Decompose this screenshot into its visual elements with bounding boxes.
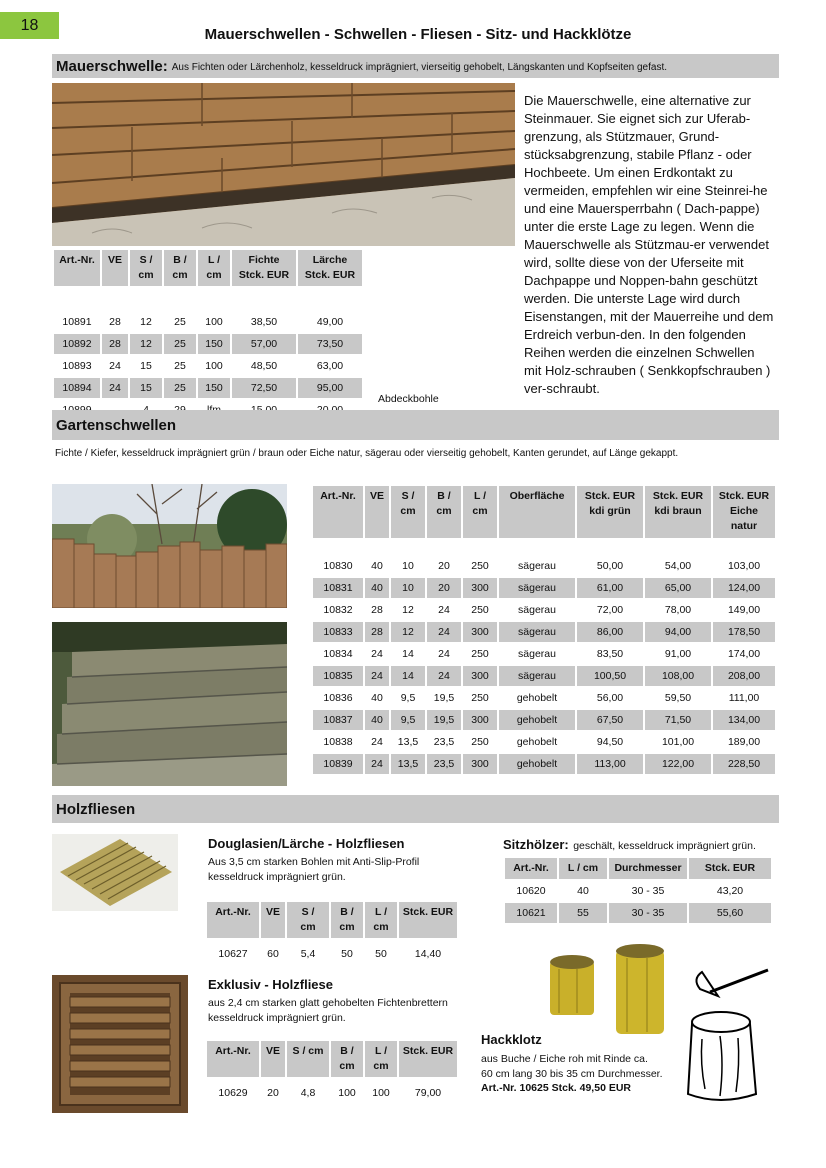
column-header-text: cm — [339, 921, 355, 934]
column-header-text: cm — [373, 1060, 389, 1073]
table-cell: 83,50 — [596, 647, 624, 660]
column-header-text: cm — [138, 269, 154, 282]
column-header-text: S / — [301, 906, 315, 918]
column-header — [689, 858, 771, 879]
column-header-text: B / — [437, 490, 451, 502]
table-cell: 50,00 — [596, 559, 624, 572]
table-cell: gehobelt — [516, 735, 558, 748]
column-header — [505, 858, 557, 879]
table-row — [313, 622, 775, 642]
table-cell: 40 — [371, 691, 383, 704]
table-cell: 78,00 — [664, 603, 692, 616]
table-cell: 5,4 — [300, 948, 316, 961]
table-cell: 55,60 — [689, 903, 771, 923]
table-row — [313, 556, 775, 576]
table-cell: 10627 — [218, 948, 248, 961]
table-cell: 13,5 — [391, 754, 425, 774]
column-header-text: VE — [265, 906, 280, 918]
column-header-text: Art.-Nr. — [215, 1045, 251, 1057]
table-cell: 178,50 — [713, 622, 775, 642]
column-header — [645, 486, 711, 538]
table-cell: sägerau — [499, 622, 575, 642]
column-header — [427, 486, 461, 538]
column-header-text: cm — [206, 269, 222, 282]
column-header-text: L / cm — [567, 862, 599, 874]
table-cell: 10620 — [516, 885, 546, 898]
mauerschwelle-photo — [52, 83, 515, 246]
sitzholz-small-photo — [547, 953, 597, 1017]
douglasien-desc-1: Aus 3,5 cm starken Bohlen mit Anti-Slip-Profil — [208, 856, 420, 868]
column-header-text: Durchmesser — [614, 862, 682, 874]
table-row — [313, 666, 775, 686]
table-cell: 300 — [463, 578, 497, 598]
column-header — [713, 486, 775, 538]
column-header-text: Stck. EUR — [652, 490, 704, 502]
column-header-text: Stck. EUR — [304, 269, 356, 282]
table-cell: 10833 — [313, 622, 363, 642]
table-spacer-row — [313, 540, 775, 554]
abdeckbohle-note: Abdeckbohle — [378, 393, 439, 405]
table-cell: 25 — [174, 360, 186, 373]
column-header-text: kdi braun — [654, 505, 702, 518]
table-cell: 24 — [109, 360, 121, 373]
table-header-row — [207, 902, 457, 938]
table-cell: 122,00 — [645, 754, 711, 774]
table-cell: 63,00 — [316, 360, 344, 373]
table-cell: 300 — [463, 710, 497, 730]
column-header-text: Stck. EUR — [718, 490, 770, 502]
column-header-text: Eiche — [729, 505, 758, 518]
table-cell: 10892 — [54, 334, 100, 354]
table-cell: 10 — [391, 578, 425, 598]
column-header — [577, 486, 643, 538]
column-header-text: cm — [339, 1060, 355, 1073]
column-header-text: cm — [373, 921, 389, 934]
table-row — [207, 1079, 457, 1107]
column-header — [609, 858, 687, 879]
column-header-text: B / — [173, 254, 187, 266]
mauerschwelle-description: Die Mauerschwelle, eine alternative zur Steinmauer. Sie eignet sich zur Uferab-grenzung, als Stützmauer, Grund-stücksabgrenzung, stabile Pflanz - oder Hochbeete. Um einen Erdkontakt zu vermeiden, empfehlen wir eine Steinrei-he und eine Mauersperrbahn ( Dach-pappe) unter die erste Lage zu legen. Wenn die Mauerschwelle als Stützmau-er verwendet wird, sollte diese von der Uferseite mit Dachpappe und Noppen-bahn geschützt werden. Die unterste Lage wird durch Eisenstangen, mit der Mauerreihe und dem Erdreich verbun-den. In den folgenden Reihen werden die einzelnen Schwellen mit Holz-schrauben ( Senkkopfschrauben ) ver-schraubt. — [524, 93, 774, 396]
table-row — [505, 881, 771, 901]
table-cell: sägerau — [518, 647, 556, 660]
column-header-text: kdi grün — [589, 505, 631, 518]
table-row — [313, 754, 775, 774]
table-cell: 208,00 — [713, 666, 775, 686]
table-cell: sägerau — [518, 603, 556, 616]
table-cell: 113,00 — [577, 754, 643, 774]
table-cell: 12 — [391, 622, 425, 642]
table-cell: 10621 — [505, 903, 557, 923]
table-cell: 100 — [205, 360, 223, 373]
table-cell: 24 — [371, 735, 383, 748]
column-header — [559, 858, 607, 879]
table-cell: 12 — [130, 334, 162, 354]
column-header-text: cm — [472, 505, 488, 518]
table-cell: 91,00 — [664, 647, 692, 660]
table-cell: 24 — [102, 378, 128, 398]
table-row — [54, 356, 362, 376]
exklusiv-table — [205, 1039, 459, 1109]
table-cell: 10832 — [323, 603, 353, 616]
table-cell: 24 — [371, 647, 383, 660]
column-header-text: Lärche — [312, 254, 348, 266]
table-cell: 10838 — [323, 735, 353, 748]
table-cell: 59,50 — [664, 691, 692, 704]
table-cell: 134,00 — [713, 710, 775, 730]
table-cell: 250 — [471, 603, 489, 616]
table-cell: 15 — [140, 360, 152, 373]
column-header-text: L / — [374, 1045, 388, 1057]
column-header — [164, 250, 196, 286]
exklusiv-desc-2: kesseldruck imprägniert grün. — [208, 1012, 346, 1024]
table-cell: 40 — [577, 885, 589, 898]
table-cell: 13,5 — [397, 735, 419, 748]
table-cell: 250 — [471, 559, 489, 572]
hackklotz-axe-illustration — [680, 964, 776, 1106]
table-cell: 40 — [365, 578, 389, 598]
table-cell: 108,00 — [645, 666, 711, 686]
column-header-text: Art.-Nr. — [513, 862, 549, 874]
column-header-text: S / — [139, 254, 153, 266]
table-cell: 24 — [427, 622, 461, 642]
table-cell: 300 — [463, 622, 497, 642]
column-header-text: L / — [374, 906, 388, 918]
column-header-text: Oberfläche — [509, 490, 565, 502]
column-header-text: Stck. EUR — [402, 906, 454, 918]
table-cell: 14,40 — [414, 948, 442, 961]
table-cell: 24 — [365, 666, 389, 686]
column-header-text: cm — [172, 269, 188, 282]
section-bar-gartenschwellen — [52, 410, 779, 440]
table-cell: 43,20 — [716, 885, 744, 898]
table-cell: 4,8 — [300, 1087, 316, 1100]
column-header — [207, 1041, 259, 1077]
table-cell: 23,5 — [433, 735, 455, 748]
table-cell: 25 — [164, 378, 196, 398]
exklusiv-desc-1: aus 2,4 cm starken glatt gehobelten Fichtenbrettern — [208, 997, 448, 1009]
table-row — [313, 732, 775, 752]
table-header-row — [207, 1041, 457, 1077]
table-cell: 30 - 35 — [609, 903, 687, 923]
table-cell: 100 — [205, 316, 223, 329]
column-header — [331, 902, 363, 938]
section-heading-gartenschwellen: Gartenschwellen — [56, 416, 177, 434]
column-header-text: VE — [265, 1045, 280, 1057]
hackklotz-desc-1: aus Buche / Eiche roh mit Rinde ca. — [481, 1053, 648, 1065]
table-spacer-row — [54, 288, 362, 310]
column-header — [207, 902, 259, 938]
table-cell: 28 — [109, 316, 121, 329]
table-cell: 71,50 — [645, 710, 711, 730]
table-cell: 61,00 — [577, 578, 643, 598]
column-header-text: cm — [300, 921, 316, 934]
table-cell: 38,50 — [250, 316, 278, 329]
table-cell: gehobelt — [516, 691, 558, 704]
column-header — [499, 486, 575, 538]
column-header-text: B / — [340, 906, 354, 918]
table-cell: 72,00 — [596, 603, 624, 616]
sitzhoelzer-subtitle: geschält, kesseldruck imprägniert grün. — [573, 840, 756, 852]
table-cell: 100,50 — [577, 666, 643, 686]
table-cell: 79,00 — [414, 1087, 442, 1100]
table-cell: 19,5 — [433, 691, 455, 704]
exklusiv-title: Exklusiv - Holzfliese — [208, 977, 333, 992]
table-row — [207, 940, 457, 968]
gartenschwellen-stairs-photo — [52, 622, 287, 786]
column-header-text: Fichte — [248, 254, 280, 266]
table-cell: 189,00 — [727, 735, 761, 748]
douglasien-desc-2: kesseldruck imprägniert grün. — [208, 871, 346, 883]
table-cell: gehobelt — [499, 754, 575, 774]
table-header-row — [54, 250, 362, 286]
table-cell: 100 — [338, 1087, 356, 1100]
exklusiv-holzfliese-photo — [52, 975, 188, 1113]
table-row — [54, 334, 362, 354]
table-cell: 111,00 — [728, 691, 760, 704]
table-cell: 9,5 — [400, 691, 416, 704]
table-row — [505, 903, 771, 923]
section-bar-holzfliesen — [52, 795, 779, 823]
table-cell: 150 — [198, 378, 230, 398]
table-cell: 10891 — [62, 316, 92, 329]
column-header — [313, 486, 363, 538]
table-cell: 73,50 — [298, 334, 362, 354]
page-number: 18 — [0, 12, 59, 39]
table-cell: 10831 — [313, 578, 363, 598]
table-cell: 30 - 35 — [631, 885, 665, 898]
table-cell: 10836 — [323, 691, 353, 704]
column-header-text: B / — [340, 1045, 354, 1057]
column-header — [54, 250, 100, 286]
table-cell: 10629 — [218, 1087, 248, 1100]
table-cell: 10837 — [313, 710, 363, 730]
column-header — [130, 250, 162, 286]
table-cell: gehobelt — [499, 710, 575, 730]
table-cell: 28 — [102, 334, 128, 354]
table-cell: 95,00 — [298, 378, 362, 398]
table-cell: 101,00 — [661, 735, 695, 748]
table-row — [313, 578, 775, 598]
column-header-text: natur — [730, 520, 758, 533]
table-cell: 24 — [438, 603, 450, 616]
table-cell: 10839 — [313, 754, 363, 774]
table-cell: 94,50 — [596, 735, 624, 748]
table-cell: 12 — [402, 603, 414, 616]
column-header-text: Stck. EUR — [704, 862, 756, 874]
table-cell: 174,00 — [727, 647, 761, 660]
table-cell: 15 — [130, 378, 162, 398]
sitzholz-large-photo — [613, 942, 667, 1037]
table-row — [313, 644, 775, 664]
table-cell: 56,00 — [596, 691, 624, 704]
table-cell: 25 — [174, 316, 186, 329]
table-cell: 300 — [463, 754, 497, 774]
table-cell: sägerau — [499, 578, 575, 598]
table-row — [313, 710, 775, 730]
table-cell: sägerau — [499, 666, 575, 686]
douglasien-title: Douglasien/Lärche - Holzfliesen — [208, 836, 405, 851]
table-cell: 149,00 — [727, 603, 761, 616]
table-cell: 54,00 — [664, 559, 692, 572]
section-subtitle-gartenschwellen: Fichte / Kiefer, kesseldruck imprägniert grün / braun oder Eiche natur, sägerau oder vierseitig gehobelt, Kanten gerundet, auf Länge gekappt. — [55, 448, 679, 459]
column-header — [463, 486, 497, 538]
column-header — [298, 250, 362, 286]
table-row — [313, 600, 775, 620]
column-header — [198, 250, 230, 286]
table-cell: 50 — [341, 948, 353, 961]
table-cell: 10 — [402, 559, 414, 572]
column-header-text: L / — [473, 490, 487, 502]
table-cell: 10894 — [54, 378, 100, 398]
column-header — [232, 250, 296, 286]
table-cell: 10893 — [62, 360, 92, 373]
column-header-text: cm — [436, 505, 452, 518]
table-cell: 23,5 — [427, 754, 461, 774]
mauerschwelle-table — [52, 248, 364, 422]
column-header-text: Stck. EUR — [584, 490, 636, 502]
column-header-text: S / cm — [292, 1045, 324, 1057]
table-header-row — [313, 486, 775, 538]
table-cell: 72,50 — [232, 378, 296, 398]
column-header — [365, 486, 389, 538]
table-cell: 28 — [371, 603, 383, 616]
column-header — [399, 902, 457, 938]
table-cell: 67,50 — [577, 710, 643, 730]
table-row — [54, 312, 362, 332]
table-cell: 28 — [365, 622, 389, 642]
table-cell: 65,00 — [645, 578, 711, 598]
section-heading-holzfliesen: Holzfliesen — [56, 800, 136, 818]
table-cell: 49,00 — [316, 316, 344, 329]
column-header-text: Art.-Nr. — [59, 254, 95, 266]
column-header-text: VE — [107, 254, 122, 266]
column-header-text: S / — [401, 490, 415, 502]
table-cell: 124,00 — [713, 578, 775, 598]
table-cell: 20 — [427, 578, 461, 598]
table-header-row — [505, 858, 771, 879]
sitzhoelzer-table — [503, 856, 773, 925]
table-cell: 250 — [471, 735, 489, 748]
column-header — [102, 250, 128, 286]
table-cell: 24 — [365, 754, 389, 774]
table-cell: 10834 — [323, 647, 353, 660]
douglasien-table — [205, 900, 459, 970]
table-cell: 250 — [471, 647, 489, 660]
table-cell: 19,5 — [427, 710, 461, 730]
sitzhoelzer-header — [503, 836, 756, 854]
table-cell: 57,00 — [232, 334, 296, 354]
column-header — [399, 1041, 457, 1077]
column-header-text: Stck. EUR — [402, 1045, 454, 1057]
table-cell: 10830 — [323, 559, 353, 572]
table-cell: 40 — [371, 559, 383, 572]
table-cell: 20 — [267, 1087, 279, 1100]
table-cell: 24 — [427, 666, 461, 686]
column-header — [365, 902, 397, 938]
table-cell: 150 — [198, 334, 230, 354]
hackklotz-title: Hackklotz — [481, 1032, 542, 1047]
table-cell: 25 — [164, 334, 196, 354]
column-header — [287, 1041, 329, 1077]
table-cell: 14 — [391, 666, 425, 686]
section-heading-mauerschwelle: Mauerschwelle: — [56, 57, 168, 75]
table-cell: 20 — [438, 559, 450, 572]
table-cell: sägerau — [518, 559, 556, 572]
table-cell: 86,00 — [577, 622, 643, 642]
table-cell: 100 — [372, 1087, 390, 1100]
table-cell: 228,50 — [713, 754, 775, 774]
table-row — [54, 378, 362, 398]
table-cell: 14 — [402, 647, 414, 660]
table-cell: 48,50 — [250, 360, 278, 373]
table-cell: 94,00 — [645, 622, 711, 642]
column-header-text: cm — [400, 505, 416, 518]
table-cell: 9,5 — [391, 710, 425, 730]
section-bar-mauerschwelle — [52, 54, 779, 78]
table-cell: 40 — [365, 710, 389, 730]
page-title: Mauerschwellen - Schwellen - Fliesen - Sitz- und Hackklötze — [204, 26, 632, 43]
table-cell: 50 — [375, 948, 387, 961]
table-cell: 12 — [140, 316, 152, 329]
column-header — [331, 1041, 363, 1077]
column-header — [391, 486, 425, 538]
section-subtitle-mauerschwelle: Aus Fichten oder Lärchenholz, kesseldruck imprägniert, vierseitig gehobelt, Längskanten und Kopfseiten gefast. — [171, 61, 668, 73]
douglasien-holzfliese-photo — [52, 834, 178, 911]
table-cell: 250 — [471, 691, 489, 704]
table-cell: 24 — [438, 647, 450, 660]
table-cell: 55 — [559, 903, 607, 923]
gartenschwellen-table — [311, 484, 777, 776]
column-header-text: Stck. EUR — [238, 269, 290, 282]
column-header-text: Art.-Nr. — [215, 906, 251, 918]
sitzhoelzer-heading: Sitzhölzer: — [503, 837, 569, 852]
column-header-text: L / — [207, 254, 221, 266]
hackklotz-desc-2: 60 cm lang 30 bis 35 cm Durchmesser. — [481, 1068, 663, 1080]
column-header — [261, 902, 285, 938]
column-header — [365, 1041, 397, 1077]
column-header — [261, 1041, 285, 1077]
table-cell: 103,00 — [727, 559, 761, 572]
table-row — [313, 688, 775, 708]
table-cell: 60 — [267, 948, 279, 961]
gartenschwellen-palisade-photo — [52, 484, 287, 608]
column-header — [287, 902, 329, 938]
hackklotz-price: Art.-Nr. 10625 Stck. 49,50 EUR — [481, 1082, 631, 1094]
column-header-text: Art.-Nr. — [320, 490, 356, 502]
table-cell: 300 — [463, 666, 497, 686]
column-header-text: VE — [369, 490, 384, 502]
table-cell: 10835 — [313, 666, 363, 686]
